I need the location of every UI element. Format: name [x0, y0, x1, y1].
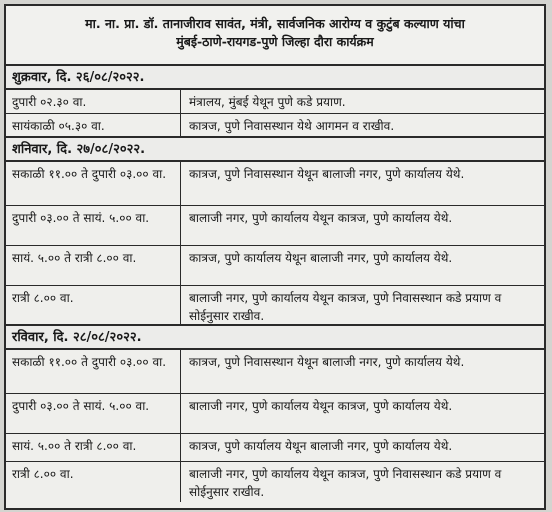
place-cell: बालाजी नगर, पुणे कार्यालय येथून कात्रज, पुणे निवासस्थान कडे प्रयाण व सोईनुसार राखीव. [189, 291, 502, 323]
time-cell: रात्री ८.०० वा. [6, 462, 181, 502]
time-cell: सकाळी ११.०० ते दुपारी ०३.०० वा. [6, 162, 181, 205]
place-cell: बालाजी नगर, पुणे कार्यालय येथून कात्रज, पुणे निवासस्थान कडे प्रयाण व सोईनुसार राखीव. [189, 467, 502, 499]
time-cell: दुपारी ०२.३० वा. [6, 90, 181, 113]
day-heading-sunday: रविवार, दि. २८/०८/२०२२. [6, 326, 544, 350]
time-cell: दुपारी ०३.०० ते सायं. ५.०० वा. [6, 206, 181, 245]
time-cell: सायं. ५.०० ते रात्री ८.०० वा. [6, 246, 181, 285]
schedule-row [6, 286, 544, 326]
place-cell: कात्रज, पुणे निवासस्थान येथे आगमन व राखीव. [189, 119, 395, 133]
schedule-row [6, 206, 544, 246]
schedule-row [6, 90, 544, 114]
time-cell: सायं. ५.०० ते रात्री ८.०० वा. [6, 434, 181, 461]
time-cell: दुपारी ०३.०० ते सायं. ५.०० वा. [6, 394, 181, 433]
place-cell: बालाजी नगर, पुणे कार्यालय येथून कात्रज, पुणे कार्यालय येथे. [189, 211, 453, 225]
itinerary-document [4, 4, 546, 510]
document-header [6, 6, 544, 66]
day-heading-saturday: शनिवार, दि. २७/०८/२०२२. [6, 138, 544, 162]
title-line-1: मा. ना. प्रा. डॉ. तानाजीराव सावंत, मंत्री, सार्वजनिक आरोग्य व कुटुंब कल्याण यांचा [85, 16, 465, 31]
place-cell: कात्रज, पुणे कार्यालय येथून बालाजी नगर, पुणे कार्यालय येथे. [189, 439, 453, 453]
schedule-row [6, 434, 544, 462]
place-cell: बालाजी नगर, पुणे कार्यालय येथून कात्रज, पुणे कार्यालय येथे. [189, 399, 453, 413]
time-cell: रात्री ८.०० वा. [6, 286, 181, 324]
place-cell: कात्रज, पुणे निवासस्थान येथून बालाजी नगर, पुणे कार्यालय येथे. [189, 355, 465, 369]
place-cell: मंत्रालय, मुंबई येथून पुणे कडे प्रयाण. [189, 95, 346, 109]
place-cell: कात्रज, पुणे कार्यालय येथून बालाजी नगर, पुणे कार्यालय येथे. [189, 251, 453, 265]
day-heading-friday: शुक्रवार, दि. २६/०८/२०२२. [6, 66, 544, 90]
schedule-row [6, 162, 544, 206]
time-cell: सायंकाळी ०५.३० वा. [6, 114, 181, 136]
title-line-2: मुंबई-ठाणे-रायगड-पुणे जिल्हा दौरा कार्यक्रम [176, 34, 374, 49]
time-cell: सकाळी ११.०० ते दुपारी ०३.०० वा. [6, 350, 181, 393]
place-cell: कात्रज, पुणे निवासस्थान येथून बालाजी नगर, पुणे कार्यालय येथे. [189, 167, 465, 181]
schedule-row [6, 350, 544, 394]
schedule-row [6, 246, 544, 286]
schedule-row [6, 114, 544, 138]
schedule-row [6, 462, 544, 502]
schedule-row [6, 394, 544, 434]
